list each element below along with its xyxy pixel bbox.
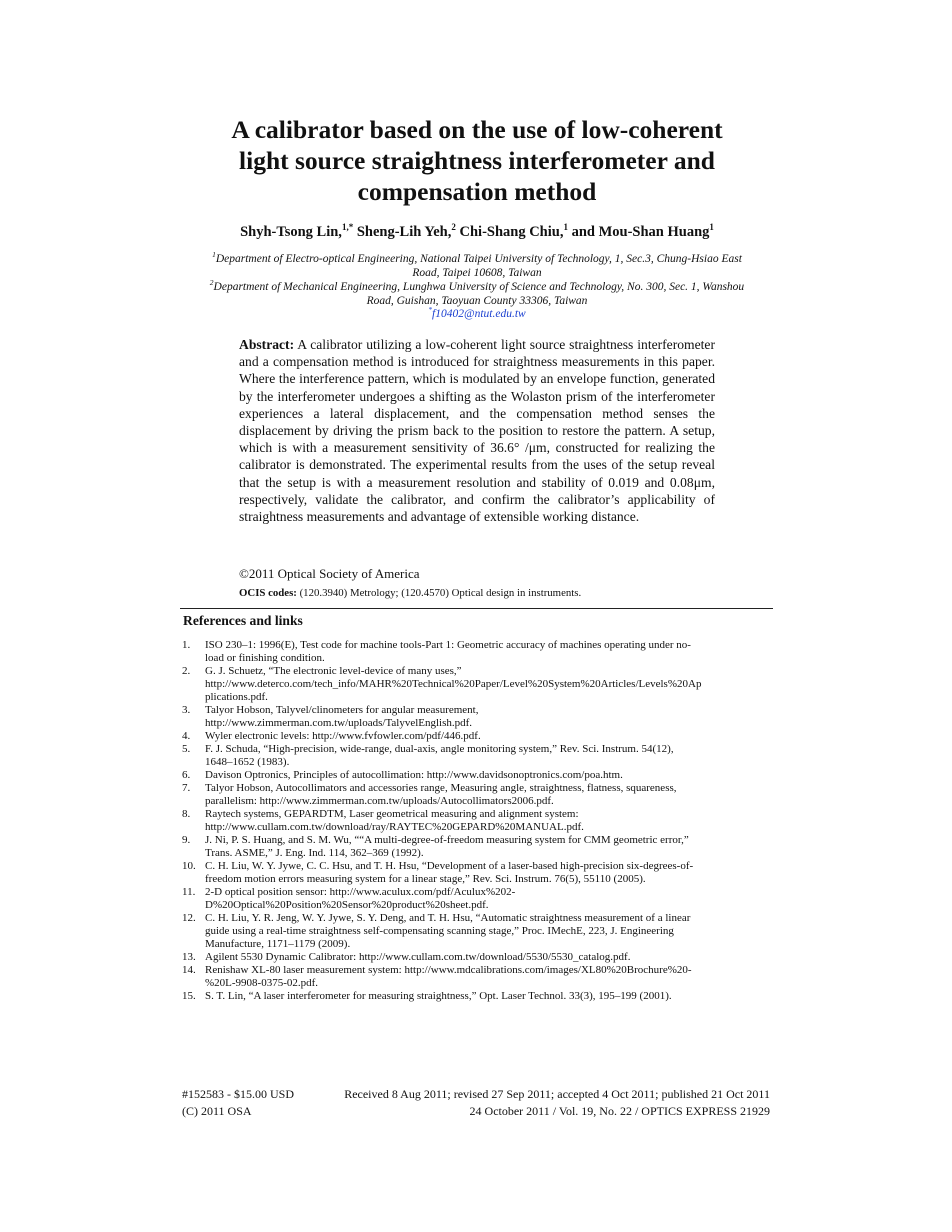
abstract bbox=[239, 336, 715, 525]
ocis-codes bbox=[239, 587, 581, 599]
reference-text bbox=[205, 769, 772, 782]
reference-item bbox=[182, 834, 772, 860]
reference-line: F. J. Schuda, “High-precision, wide-range, dual-axis, angle monitoring system,” Rev. Sci. Instrum. 54(12), bbox=[205, 743, 674, 755]
reference-line: http://www.cullam.com.tw/download/ray/RAYTEC%20GEPARD%20MANUAL.pdf. bbox=[205, 821, 584, 833]
reference-line: Raytech systems, GEPARDTM, Laser geometrical measuring and alignment system: bbox=[205, 808, 579, 820]
reference-item bbox=[182, 951, 772, 964]
author-2: Sheng-Lih Yeh, bbox=[353, 223, 452, 240]
reference-line: freedom motion errors measuring system for a linear stage,” Rev. Sci. Instrum. 76(5), 55110 (2005). bbox=[205, 873, 646, 885]
reference-item bbox=[182, 964, 772, 990]
email-sup: * bbox=[428, 305, 433, 314]
abstract-text: A calibrator utilizing a low-coherent light source straightness interferometer and a compensation method is introduced for straightness measurements in this paper. Where the interference pattern, which is modulated by an envelope function, generated by the interferometer undergoes a shifting as the Wolaston prism of the interferometer experiences a lateral displacement, and the compensation method senses the displacement by driving the prism back to the position to restore the pattern. A setup, which is with a measurement sensitivity of 36.6° /μm, constructed for realizing the calibrator is demonstrated. The experimental results from the uses of the setup reveal that the setup is with a measurement resolution and stability of 0.019 and 0.08μm, respectively, validate the calibrator, and confirm the calibrator’s applicability of straightness measurements and advantage of extensible working distance. bbox=[239, 337, 715, 525]
reference-line: plications.pdf. bbox=[205, 691, 268, 703]
affiliation-1-text: Department of Electro-optical Engineering, National Taipei University of Technology, 1, Sec.3, Chung-Hsiao East bbox=[215, 252, 742, 265]
reference-number: 11. bbox=[182, 886, 196, 898]
section-divider bbox=[180, 608, 773, 609]
reference-text bbox=[205, 782, 772, 808]
reference-text bbox=[205, 912, 772, 951]
reference-number: 3. bbox=[182, 704, 191, 716]
reference-line: Agilent 5530 Dynamic Calibrator: http://www.cullam.com.tw/download/5530/5530_catalog.pdf. bbox=[205, 951, 631, 963]
reference-text bbox=[205, 951, 772, 964]
reference-line: Manufacture, 1171–1179 (2009). bbox=[205, 938, 351, 950]
reference-text bbox=[205, 964, 772, 990]
footer-citation: 24 October 2011 / Vol. 19, No. 22 / OPTICS EXPRESS 21929 bbox=[469, 1104, 770, 1118]
affiliation-1-line-2: Road, Taipei 10608, Taiwan bbox=[412, 266, 542, 279]
reference-item bbox=[182, 860, 772, 886]
reference-text bbox=[205, 704, 772, 730]
affiliation-2-line-2: Road, Guishan, Taoyuan County 33306, Taiwan bbox=[366, 294, 588, 307]
author-2-sup: 2 bbox=[451, 222, 456, 232]
reference-item bbox=[182, 743, 772, 769]
affiliation-1-line-1 bbox=[180, 248, 774, 266]
footer-received: Received 8 Aug 2011; revised 27 Sep 2011; accepted 4 Oct 2011; published 21 Oct 2011 bbox=[344, 1087, 770, 1101]
reference-text bbox=[205, 808, 772, 834]
reference-number: 2. bbox=[182, 665, 191, 677]
reference-line: 1648–1652 (1983). bbox=[205, 756, 290, 768]
reference-text bbox=[205, 730, 772, 743]
references-list bbox=[182, 639, 772, 1003]
reference-text bbox=[205, 860, 772, 886]
reference-line: D%20Optical%20Position%20Sensor%20product%20sheet.pdf. bbox=[205, 899, 489, 911]
title-line-3: compensation method bbox=[357, 177, 597, 206]
reference-line: C. H. Liu, Y. R. Jeng, W. Y. Jywe, S. Y. Deng, and T. H. Hsu, “Automatic straightness measurement of a linear bbox=[205, 912, 691, 924]
reference-number: 12. bbox=[182, 912, 196, 924]
reference-item bbox=[182, 704, 772, 730]
reference-number: 7. bbox=[182, 782, 191, 794]
reference-item bbox=[182, 886, 772, 912]
title-line-2: light source straightness interferometer and bbox=[239, 146, 715, 175]
footer-id-price: #152583 - $15.00 USD bbox=[182, 1087, 295, 1101]
reference-line: http://www.zimmerman.com.tw/uploads/TalyvelEnglish.pdf. bbox=[205, 717, 473, 729]
ocis-text: (120.3940) Metrology; (120.4570) Optical design in instruments. bbox=[296, 587, 582, 599]
reference-line: parallelism: http://www.zimmerman.com.tw/uploads/Autocollimators2006.pdf. bbox=[205, 795, 554, 807]
affiliation-2-text: Department of Mechanical Engineering, Lunghwa University of Science and Technology, No. 300, Sec. 1, Wanshou bbox=[213, 280, 745, 293]
author-4: and Mou-Shan Huang bbox=[567, 223, 710, 240]
reference-item bbox=[182, 730, 772, 743]
reference-line: load or finishing condition. bbox=[205, 652, 325, 664]
email-line bbox=[180, 303, 774, 321]
reference-text bbox=[205, 834, 772, 860]
abstract-label: Abstract: bbox=[239, 337, 295, 352]
reference-number: 1. bbox=[182, 639, 191, 651]
reference-item bbox=[182, 639, 772, 665]
reference-text bbox=[205, 665, 772, 704]
reference-line: 2-D optical position sensor: http://www.aculux.com/pdf/Aculux%202- bbox=[205, 886, 516, 898]
affiliation-1-sup: 1 bbox=[212, 250, 216, 259]
reference-number: 6. bbox=[182, 769, 191, 781]
corresponding-email bbox=[180, 303, 774, 321]
reference-line: http://www.deterco.com/tech_info/MAHR%20Technical%20Paper/Level%20System%20Articles/Levels%20Ap bbox=[205, 678, 702, 690]
reference-line: ISO 230–1: 1996(E), Test code for machine tools-Part 1: Geometric accuracy of machines operating under no- bbox=[205, 639, 691, 651]
reference-number: 13. bbox=[182, 951, 196, 963]
reference-number: 10. bbox=[182, 860, 196, 872]
email-link[interactable]: f10402@ntut.edu.tw bbox=[432, 307, 526, 320]
reference-line: S. T. Lin, “A laser interferometer for measuring straightness,” Opt. Laser Technol. 33(3), 195–199 (2001). bbox=[205, 990, 672, 1002]
reference-line: guide using a real-time straightness self-compensating scanning stage,” Proc. IMechE, 223, J. Engineering bbox=[205, 925, 674, 937]
author-1: Shyh-Tsong Lin, bbox=[240, 223, 342, 240]
reference-item bbox=[182, 912, 772, 951]
reference-line: %20L-9908-0375-02.pdf. bbox=[205, 977, 319, 989]
paper-title bbox=[180, 114, 774, 207]
references-heading: References and links bbox=[183, 613, 303, 628]
reference-number: 5. bbox=[182, 743, 191, 755]
reference-number: 15. bbox=[182, 990, 196, 1002]
reference-line: Wyler electronic levels: http://www.fvfowler.com/pdf/446.pdf. bbox=[205, 730, 481, 742]
reference-line: Davison Optronics, Principles of autocollimation: http://www.davidsonoptronics.com/poa.htm. bbox=[205, 769, 623, 781]
reference-line: J. Ni, P. S. Huang, and S. M. Wu, ““A multi-degree-of-freedom measuring system for CMM geometric error,” bbox=[205, 834, 689, 846]
reference-number: 4. bbox=[182, 730, 191, 742]
author-4-sup: 1 bbox=[709, 222, 714, 232]
reference-text bbox=[205, 990, 772, 1003]
reference-text bbox=[205, 886, 772, 912]
footer-copyright: (C) 2011 OSA bbox=[182, 1104, 252, 1118]
reference-item bbox=[182, 808, 772, 834]
reference-item bbox=[182, 990, 772, 1003]
reference-number: 14. bbox=[182, 964, 196, 976]
author-3: Chi-Shang Chiu, bbox=[455, 223, 564, 240]
reference-item bbox=[182, 769, 772, 782]
affiliation-2-line-1 bbox=[180, 276, 774, 294]
reference-line: Renishaw XL-80 laser measurement system: http://www.mdcalibrations.com/images/XL80%20Brochure%20- bbox=[205, 964, 692, 976]
author-1-sup: 1,* bbox=[341, 222, 354, 232]
reference-line: Talyor Hobson, Autocollimators and accessories range, Measuring angle, straightness, flatness, squareness, bbox=[205, 782, 677, 794]
reference-item bbox=[182, 665, 772, 704]
reference-text bbox=[205, 639, 772, 665]
reference-line: G. J. Schuetz, “The electronic level-device of many uses,” bbox=[205, 665, 462, 677]
author-list bbox=[180, 222, 774, 241]
ocis-label: OCIS codes: bbox=[239, 587, 297, 599]
reference-line: C. H. Liu, W. Y. Jywe, C. C. Hsu, and T. H. Hsu, “Development of a laser-based high-precision six-degrees-of- bbox=[205, 860, 694, 872]
reference-number: 8. bbox=[182, 808, 191, 820]
copyright-notice: ©2011 Optical Society of America bbox=[239, 566, 420, 581]
reference-line: Trans. ASME,” J. Eng. Ind. 114, 362–369 (1992). bbox=[205, 847, 424, 859]
reference-text bbox=[205, 743, 772, 769]
affiliation-2-sup: 2 bbox=[209, 278, 214, 287]
reference-item bbox=[182, 782, 772, 808]
reference-line: Talyor Hobson, Talyvel/clinometers for angular measurement, bbox=[205, 704, 479, 716]
reference-number: 9. bbox=[182, 834, 191, 846]
title-line-1: A calibrator based on the use of low-coherent bbox=[231, 115, 723, 144]
author-3-sup: 1 bbox=[563, 222, 568, 232]
